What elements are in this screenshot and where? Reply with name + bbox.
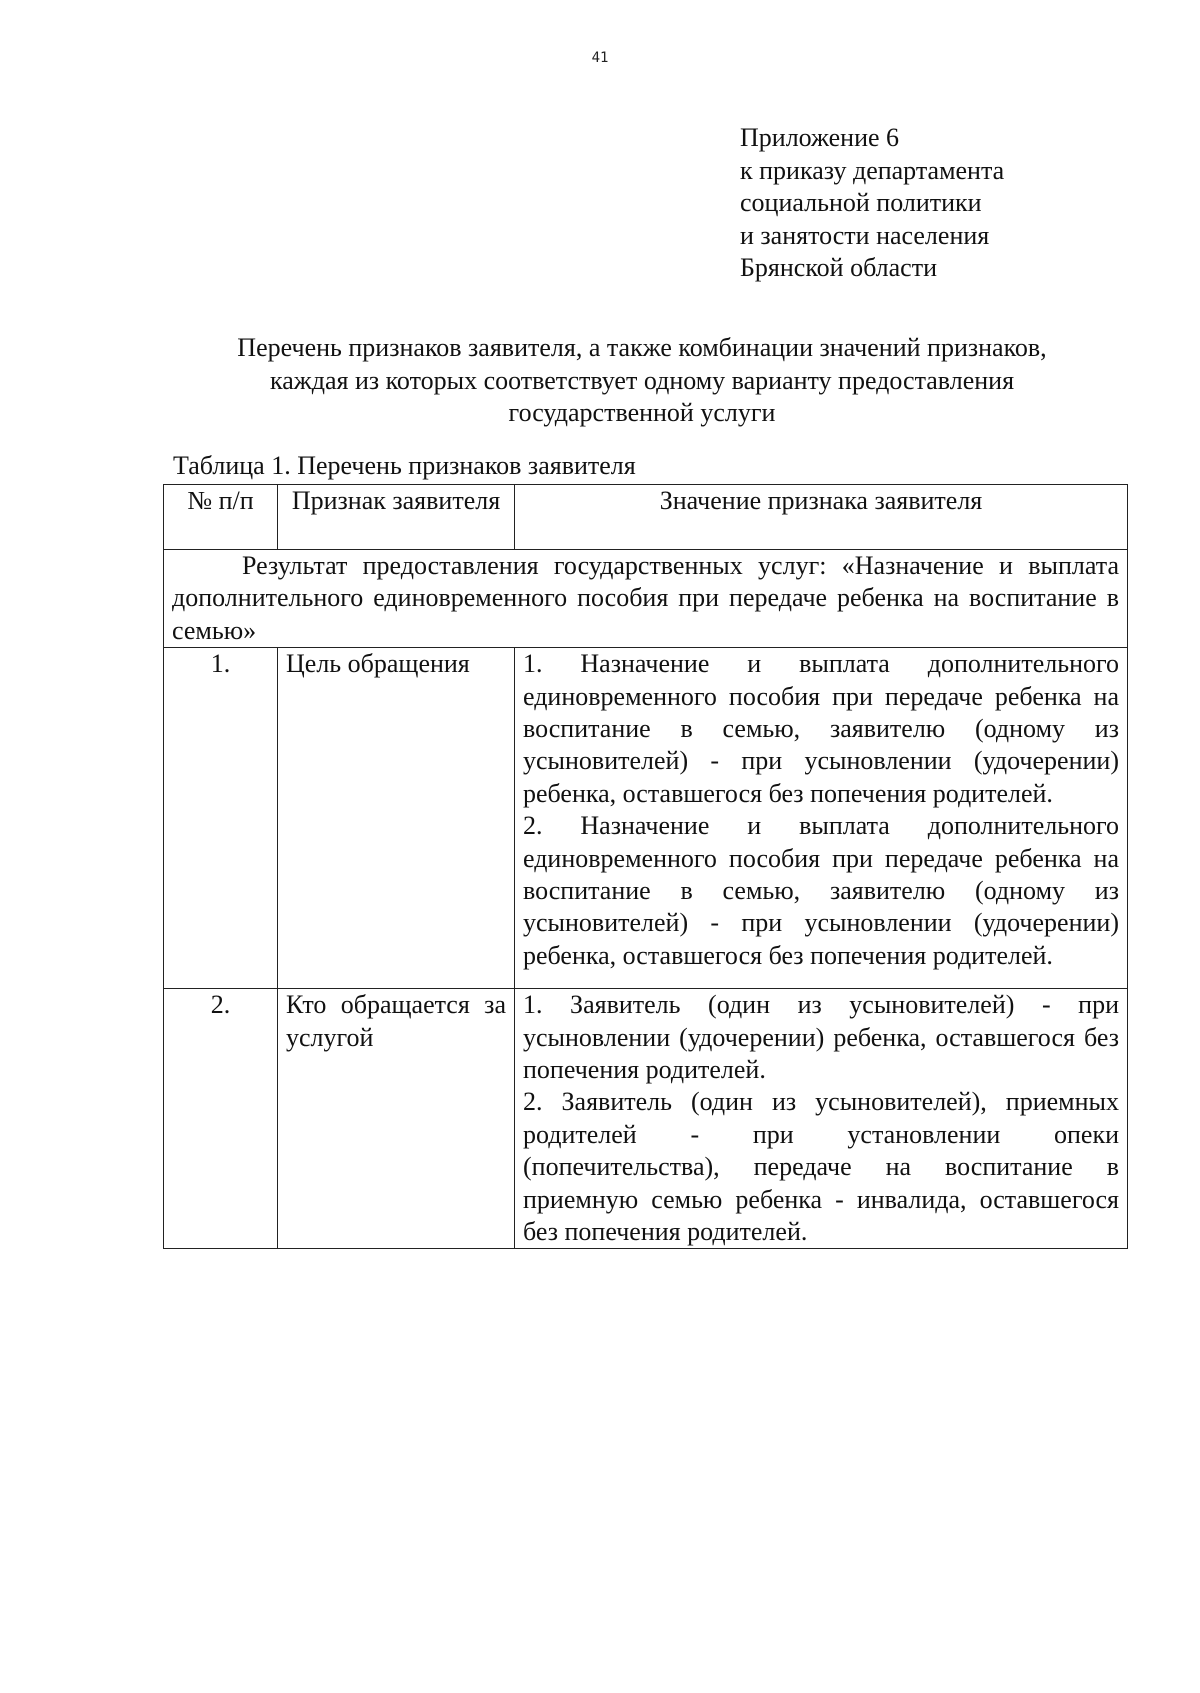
criteria-table — [163, 484, 1128, 1249]
title-line: каждая из которых соответствует одному варианту предоставления — [269, 365, 1015, 395]
row-feature: Кто обращается за услугой — [278, 989, 515, 1249]
row-feature: Цель обращения — [278, 648, 515, 989]
row-values — [515, 648, 1128, 989]
section-heading: Результат предоставления государственных услуг: «Назначение и выплата дополнительного единовременного пособия при передаче ребенка на воспитание в семью» — [164, 550, 1128, 648]
document-title — [160, 332, 1124, 430]
table-header-row — [164, 485, 1128, 550]
row-number: 1. — [164, 648, 278, 989]
appendix-line: социальной политики — [740, 188, 982, 217]
table-row — [164, 989, 1128, 1249]
appendix-line: Приложение 6 — [740, 123, 900, 152]
appendix-line: Брянской области — [740, 253, 937, 282]
value-item: 1. Назначение и выплата дополнительного единовременного пособия при передаче ребенка на воспитание в семью, заявителю (одному из усыновителей) - при усыновлении (удочерении) ребенка, оставшегося без попечения родителей. — [523, 649, 1119, 808]
table-row — [164, 648, 1128, 989]
page-number: 41 — [591, 50, 609, 66]
title-line: Перечень признаков заявителя, а также комбинации значений признаков, — [237, 333, 1047, 362]
header-feature: Признак заявителя — [278, 485, 515, 550]
title-line: государственной услуги — [508, 398, 776, 427]
row-number: 2. — [164, 989, 278, 1249]
header-num: № п/п — [164, 485, 278, 550]
row-values — [515, 989, 1128, 1249]
appendix-line: и занятости населения — [740, 220, 990, 250]
header-value: Значение признака заявителя — [515, 485, 1128, 550]
table-caption: Таблица 1. Перечень признаков заявителя — [173, 451, 636, 480]
appendix-block — [740, 122, 1004, 285]
value-item: 2. Назначение и выплата дополнительного единовременного пособия при передаче ребенка на воспитание в семью, заявителю (одному из усыновителей) - при усыновлении (удочерении) ребенка, оставшегося без попечения родителей. — [523, 811, 1119, 970]
value-item: 2. Заявитель (один из усыновителей), приемных родителей - при установлении опеки (попечительства), передаче на воспитание в приемную семью ребенка - инвалида, оставшегося без попечения родителей. — [523, 1087, 1119, 1247]
section-row — [164, 550, 1128, 648]
appendix-line: к приказу департамента — [740, 155, 1005, 185]
value-item: 1. Заявитель (один из усыновителей) - при усыновлении (удочерении) ребенка, оставшегося без попечения родителей. — [523, 990, 1119, 1085]
